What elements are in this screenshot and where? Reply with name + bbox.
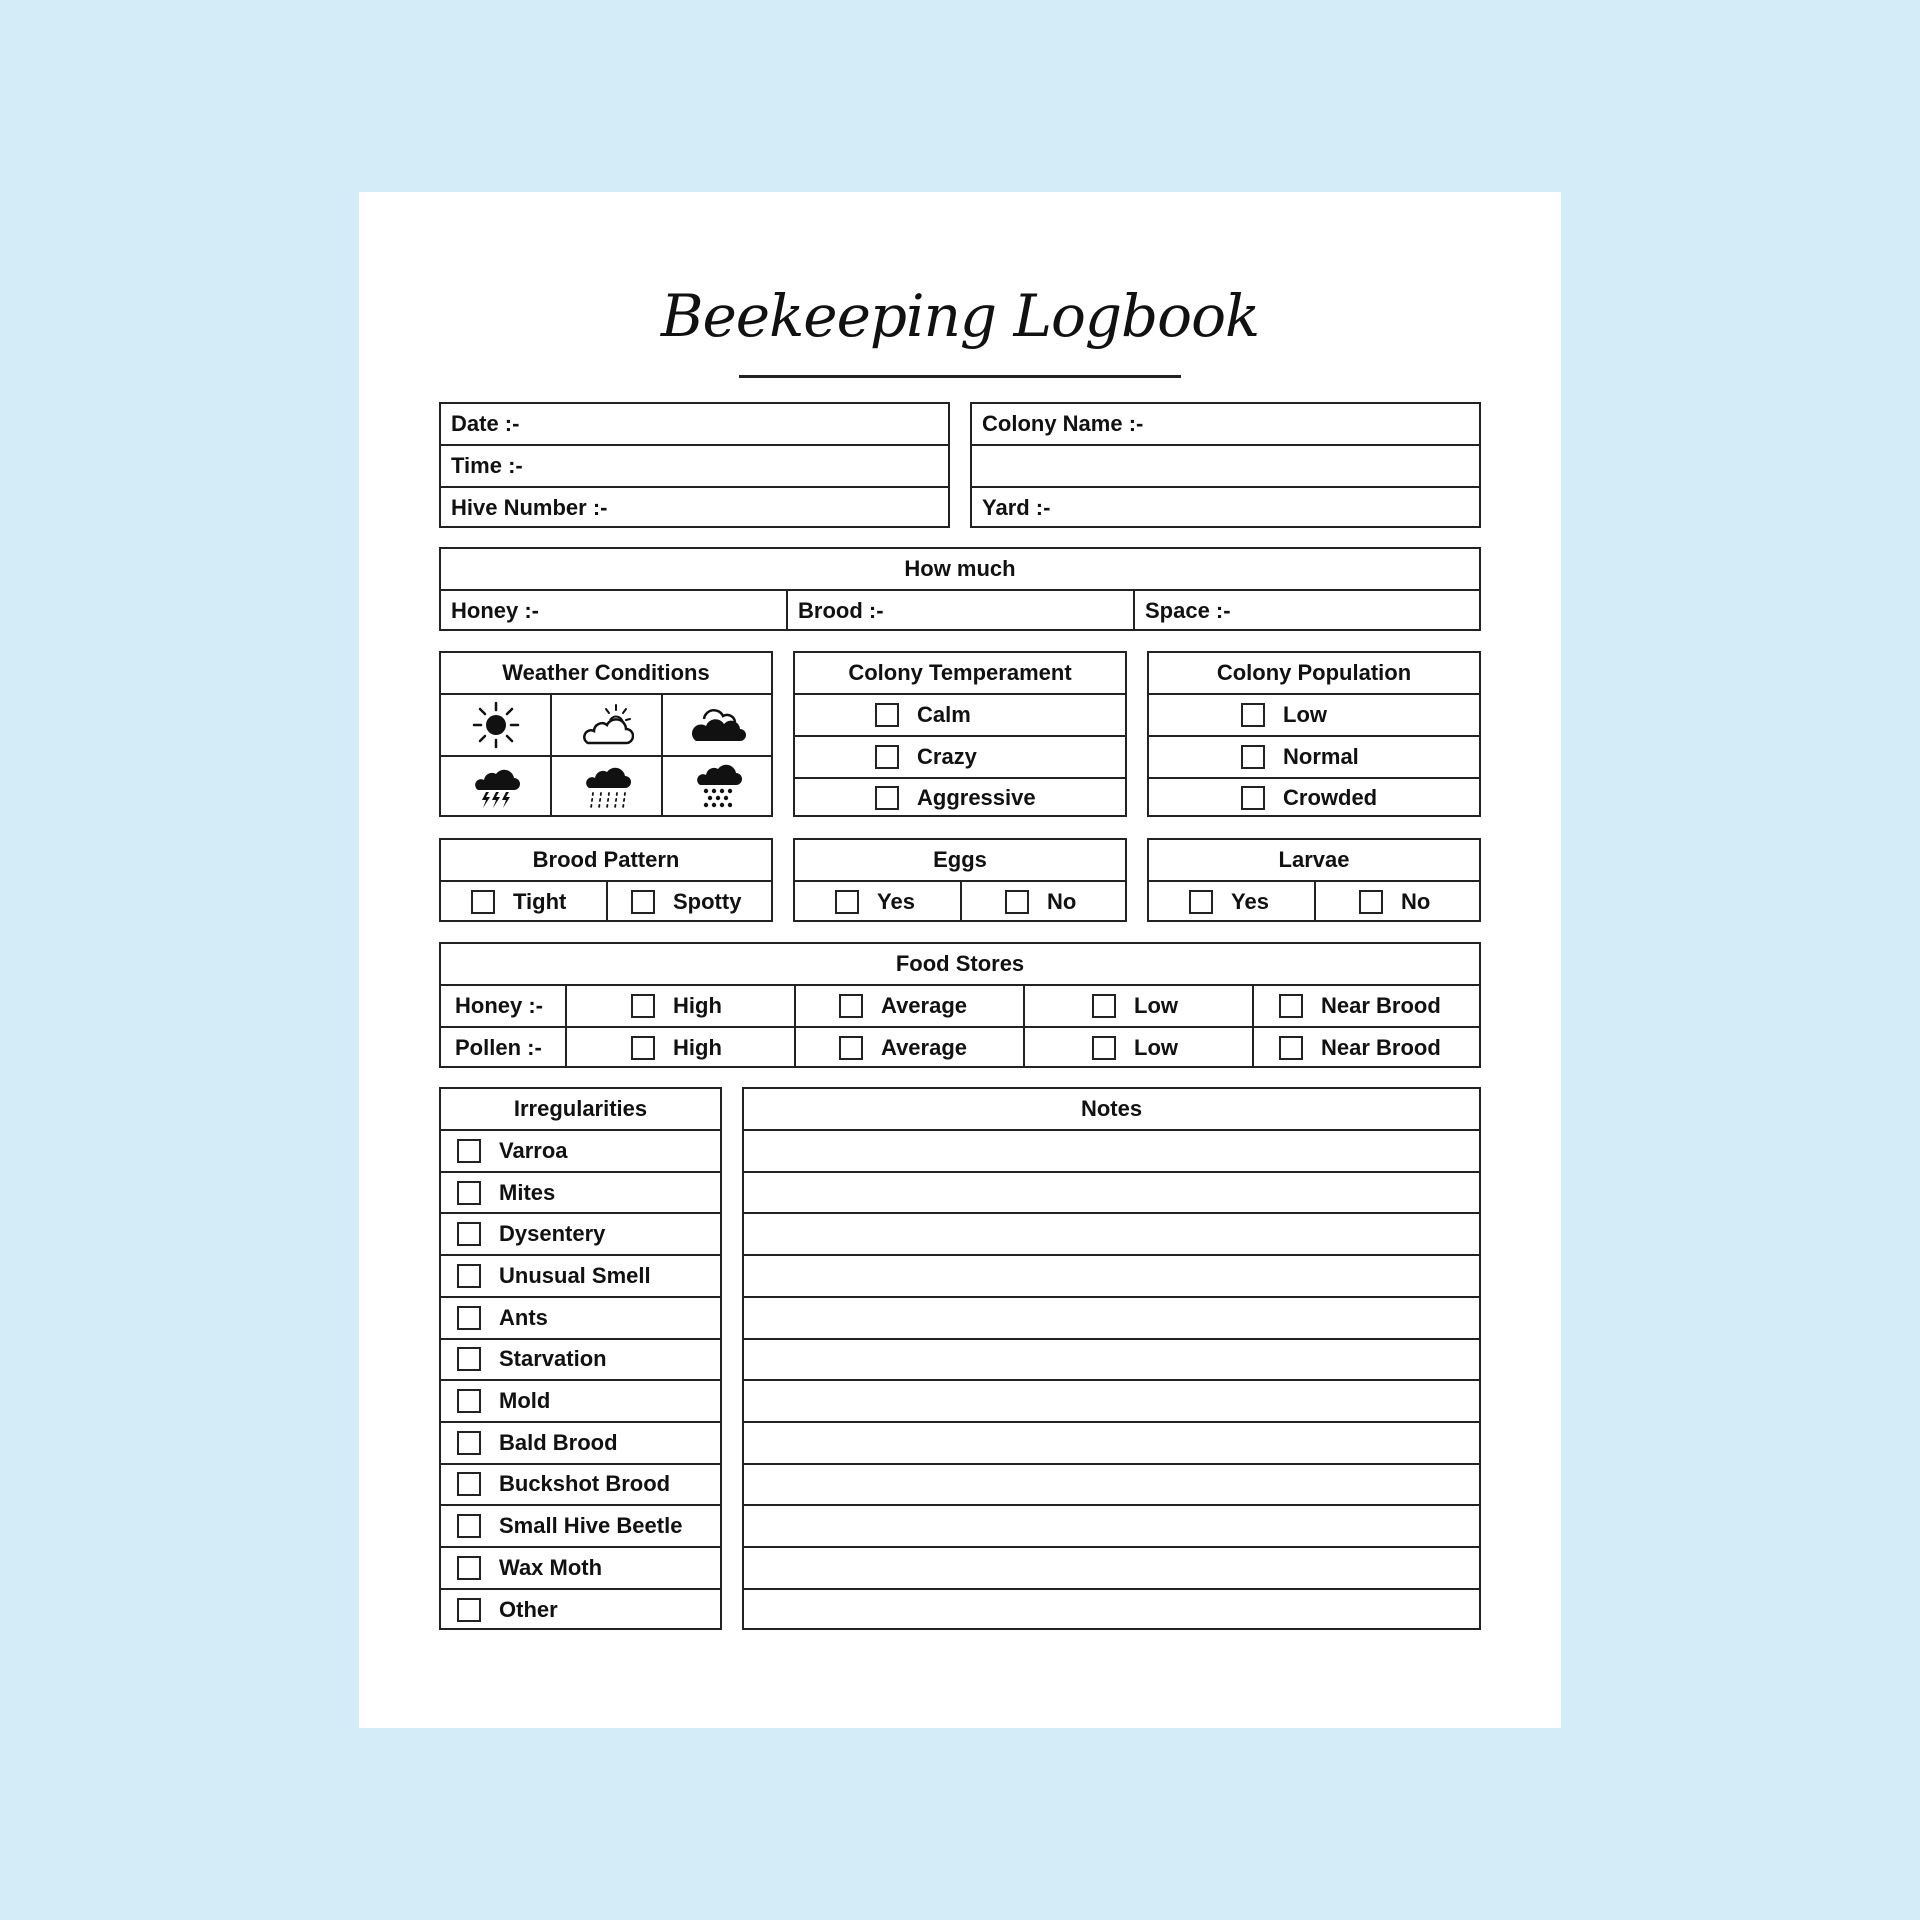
food-pollen-high[interactable]: High <box>631 1028 722 1068</box>
irregularity-item[interactable]: Starvation <box>457 1340 607 1380</box>
checkbox[interactable] <box>457 1347 481 1371</box>
notes-box <box>742 1087 1481 1630</box>
larvae-header: Larvae <box>1278 847 1350 872</box>
population-header: Colony Population <box>1216 660 1412 685</box>
checkbox[interactable] <box>1092 1036 1116 1060</box>
checkbox[interactable] <box>1005 890 1029 914</box>
hive-number-field[interactable]: Hive Number :- <box>451 495 608 520</box>
brood-pattern-box <box>439 838 773 922</box>
larvae-yes[interactable]: Yes <box>1189 882 1269 922</box>
brood-pattern-tight[interactable]: Tight <box>471 882 566 922</box>
notes-line[interactable] <box>744 1504 1479 1546</box>
time-field[interactable]: Time :- <box>451 453 523 478</box>
checkbox[interactable] <box>1279 994 1303 1018</box>
irregularity-item[interactable]: Buckshot Brood <box>457 1465 670 1505</box>
checkbox[interactable] <box>631 1036 655 1060</box>
checkbox[interactable] <box>1241 786 1265 810</box>
temperament-aggressive[interactable]: Aggressive <box>875 779 1036 817</box>
checkbox[interactable] <box>1241 703 1265 727</box>
checkbox[interactable] <box>457 1431 481 1455</box>
notes-line[interactable] <box>744 1129 1479 1171</box>
eggs-yes[interactable]: Yes <box>835 882 915 922</box>
checkbox[interactable] <box>457 1389 481 1413</box>
food-honey-average[interactable]: Average <box>839 986 967 1026</box>
larvae-no[interactable]: No <box>1359 882 1430 922</box>
checkbox[interactable] <box>631 994 655 1018</box>
weather-header: Weather Conditions <box>502 660 710 685</box>
checkbox[interactable] <box>457 1222 481 1246</box>
irregularity-item[interactable]: Ants <box>457 1298 548 1338</box>
brood-pattern-spotty[interactable]: Spotty <box>631 882 741 922</box>
checkbox[interactable] <box>875 786 899 810</box>
checkbox[interactable] <box>457 1139 481 1163</box>
irregularity-item[interactable]: Other <box>457 1590 558 1630</box>
brood-amount-field[interactable]: Brood :- <box>798 598 884 623</box>
checkbox[interactable] <box>457 1472 481 1496</box>
notes-line[interactable] <box>744 1588 1479 1630</box>
temperament-box <box>793 651 1127 817</box>
yard-field[interactable]: Yard :- <box>982 495 1051 520</box>
larvae-box <box>1147 838 1481 922</box>
population-box <box>1147 651 1481 817</box>
notes-line[interactable] <box>744 1546 1479 1588</box>
page-title: Beekeeping Logbook <box>660 282 1260 350</box>
notes-line[interactable] <box>744 1254 1479 1296</box>
temperament-header: Colony Temperament <box>848 660 1072 685</box>
checkbox[interactable] <box>457 1181 481 1205</box>
checkbox[interactable] <box>457 1598 481 1622</box>
eggs-box <box>793 838 1127 922</box>
checkbox[interactable] <box>839 1036 863 1060</box>
eggs-header: Eggs <box>933 847 987 872</box>
food-pollen-low[interactable]: Low <box>1092 1028 1178 1068</box>
irregularities-box <box>439 1087 722 1630</box>
irregularity-item[interactable]: Unusual Smell <box>457 1256 651 1296</box>
checkbox[interactable] <box>875 745 899 769</box>
checkbox[interactable] <box>1241 745 1265 769</box>
info-left-box <box>439 402 950 528</box>
irregularity-item[interactable]: Mites <box>457 1173 555 1213</box>
notes-line[interactable] <box>744 1171 1479 1213</box>
notes-header: Notes <box>1080 1096 1143 1121</box>
checkbox[interactable] <box>1092 994 1116 1018</box>
title-underline <box>739 375 1181 378</box>
population-low[interactable]: Low <box>1241 695 1327 735</box>
checkbox[interactable] <box>875 703 899 727</box>
notes-line[interactable] <box>744 1421 1479 1463</box>
temperament-calm[interactable]: Calm <box>875 695 971 735</box>
temperament-crazy[interactable]: Crazy <box>875 737 977 777</box>
food-honey-near-brood[interactable]: Near Brood <box>1279 986 1441 1026</box>
partly-cloudy-icon[interactable] <box>552 695 661 755</box>
food-stores-header: Food Stores <box>895 951 1025 976</box>
snow-icon[interactable] <box>663 757 773 817</box>
how-much-header: How much <box>904 556 1016 581</box>
space-amount-field[interactable]: Space :- <box>1145 598 1231 623</box>
checkbox[interactable] <box>457 1264 481 1288</box>
notes-line[interactable] <box>744 1379 1479 1421</box>
logbook-page <box>359 192 1561 1728</box>
weather-box <box>439 651 773 817</box>
rain-icon[interactable] <box>552 757 661 817</box>
checkbox[interactable] <box>1189 890 1213 914</box>
irregularity-item[interactable]: Small Hive Beetle <box>457 1506 682 1546</box>
irregularity-item[interactable]: Mold <box>457 1381 550 1421</box>
checkbox[interactable] <box>457 1514 481 1538</box>
notes-line[interactable] <box>744 1463 1479 1505</box>
notes-line[interactable] <box>744 1338 1479 1380</box>
honey-amount-field[interactable]: Honey :- <box>451 598 539 623</box>
thunderstorm-icon[interactable] <box>441 757 550 817</box>
irregularity-item[interactable]: Bald Brood <box>457 1423 618 1463</box>
checkbox[interactable] <box>457 1306 481 1330</box>
irregularity-item[interactable]: Dysentery <box>457 1214 605 1254</box>
food-honey-high[interactable]: High <box>631 986 722 1026</box>
population-normal[interactable]: Normal <box>1241 737 1359 777</box>
irregularity-item[interactable]: Varroa <box>457 1131 568 1171</box>
checkbox[interactable] <box>835 890 859 914</box>
sun-icon[interactable] <box>441 695 550 755</box>
irregularity-item[interactable]: Wax Moth <box>457 1548 602 1588</box>
food-honey-low[interactable]: Low <box>1092 986 1178 1026</box>
notes-line[interactable] <box>744 1212 1479 1254</box>
colony-name-field[interactable]: Colony Name :- <box>982 411 1144 436</box>
brood-pattern-header: Brood Pattern <box>532 847 680 872</box>
irregularities-header: Irregularities <box>513 1096 648 1121</box>
checkbox[interactable] <box>1279 1036 1303 1060</box>
how-much-box <box>439 547 1481 631</box>
food-pollen-label: Pollen :- <box>455 1035 542 1060</box>
food-pollen-average[interactable]: Average <box>839 1028 967 1068</box>
date-field[interactable]: Date :- <box>451 411 520 436</box>
food-pollen-near-brood[interactable]: Near Brood <box>1279 1028 1441 1068</box>
checkbox[interactable] <box>457 1556 481 1580</box>
notes-line[interactable] <box>744 1296 1479 1338</box>
food-stores-box <box>439 942 1481 1068</box>
checkbox[interactable] <box>839 994 863 1018</box>
cloud-icon[interactable] <box>663 695 773 755</box>
checkbox[interactable] <box>471 890 495 914</box>
eggs-no[interactable]: No <box>1005 882 1076 922</box>
population-crowded[interactable]: Crowded <box>1241 779 1377 817</box>
checkbox[interactable] <box>631 890 655 914</box>
food-honey-label: Honey :- <box>455 993 543 1018</box>
info-right-box <box>970 402 1481 528</box>
checkbox[interactable] <box>1359 890 1383 914</box>
